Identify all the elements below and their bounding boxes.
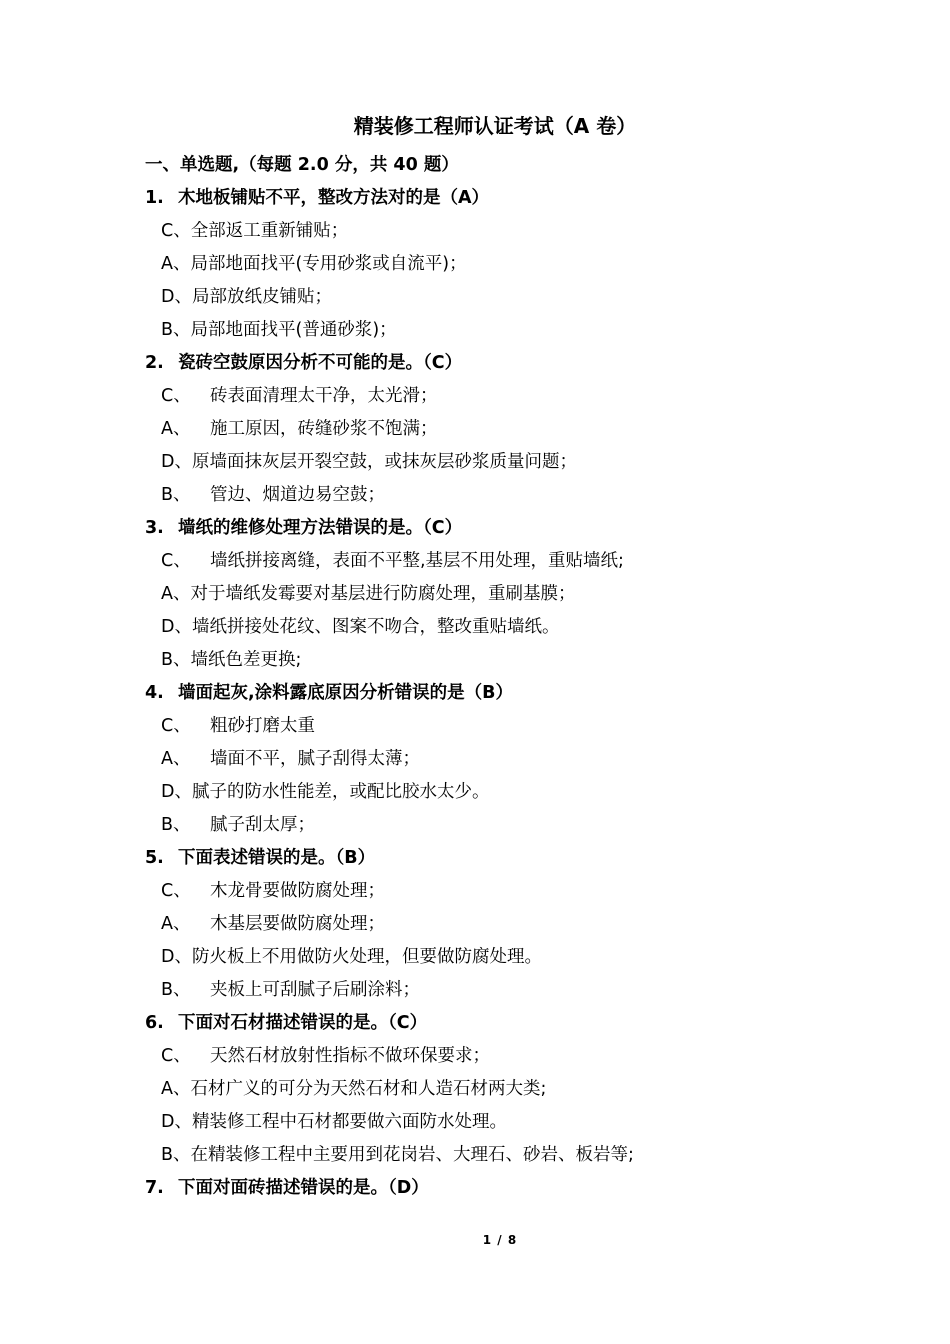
question-text: 下面对面砖描述错误的是。（D） [178,1178,429,1198]
option-item [145,248,865,281]
option-text: 施工原因，砖缝砂浆不饱满； [210,419,438,439]
question-number: 7. [145,1178,164,1198]
question-number: 4. [145,683,164,703]
question-5 [145,842,865,875]
option-item [145,743,865,776]
question-number: 1. [145,188,164,208]
exam-content [145,149,865,1205]
option-text: 局部地面找平(普通砂浆)； [190,320,397,340]
question-number: 6. [145,1013,164,1033]
option-label: D、 [161,287,192,307]
option-label: D、 [161,617,192,637]
question-6 [145,1007,865,1040]
option-label: A、 [161,419,191,439]
option-text: 木龙骨要做防腐处理； [210,881,385,901]
question-text: 瓷砖空鼓原因分析不可能的是。（C） [178,353,463,373]
option-label: C、 [161,386,191,406]
option-item [145,776,865,809]
option-item [145,908,865,941]
option-item [145,578,865,611]
option-label: D、 [161,947,192,967]
question-number: 2. [145,353,164,373]
option-text: 在精装修工程中主要用到花岗岩、大理石、砂岩、板岩等; [190,1145,634,1165]
option-item [145,281,865,314]
option-item [145,1106,865,1139]
option-item [145,941,865,974]
option-label: C、 [161,716,191,736]
question-text: 墙纸的维修处理方法错误的是。（C） [178,518,463,538]
option-item [145,479,865,512]
option-label: B、 [161,1145,191,1165]
option-text: 腻子的防水性能差，或配比胶水太少。 [191,782,490,802]
option-text: 局部放纸皮铺贴； [191,287,332,307]
option-text: 局部地面找平(专用砂浆或自流平)； [190,254,467,274]
option-item [145,380,865,413]
option-label: B、 [161,485,191,505]
question-text: 下面表述错误的是。（B） [178,848,376,868]
option-item [145,446,865,479]
page-number: 1 / 8 [482,1233,518,1247]
option-text: 墙纸拼接离缝，表面不平整,基层不用处理，重贴墙纸; [210,551,624,571]
option-text: 全部返工重新铺贴； [190,221,349,241]
option-label: A、 [161,914,191,934]
option-label: A、 [161,584,191,604]
exam-title: 精装修工程师认证考试（A 卷） [353,114,637,138]
option-item [145,1073,865,1106]
option-text: 腻子刮太厚； [210,815,315,835]
option-item [145,644,865,677]
option-label: B、 [161,815,191,835]
option-text: 防火板上不用做防火处理，但要做防腐处理。 [191,947,542,967]
question-number: 3. [145,518,164,538]
option-item [145,710,865,743]
option-label: B、 [161,320,191,340]
option-item [145,875,865,908]
option-text: 夹板上可刮腻子后刷涂料； [210,980,420,1000]
question-text: 木地板铺贴不平，整改方法对的是（A） [178,188,490,208]
option-text: 管边、烟道边易空鼓； [210,485,385,505]
option-label: A、 [161,254,191,274]
option-text: 对于墙纸发霉要对基层进行防腐处理，重刷基膜； [190,584,576,604]
option-item [145,314,865,347]
option-text: 砖表面清理太干净，太光滑； [210,386,438,406]
question-7 [145,1172,865,1205]
option-label: B、 [161,650,191,670]
option-item [145,611,865,644]
question-text: 下面对石材描述错误的是。（C） [178,1013,428,1033]
question-2 [145,347,865,380]
option-label: D、 [161,1112,192,1132]
option-label: C、 [161,551,191,571]
question-number: 5. [145,848,164,868]
option-label: C、 [161,1046,191,1066]
option-label: B、 [161,980,191,1000]
option-text: 粗砂打磨太重 [210,716,315,736]
option-item [145,1040,865,1073]
option-text: 墙面不平，腻子刮得太薄； [210,749,420,769]
option-label: A、 [161,1079,191,1099]
option-text: 墙纸色差更换; [190,650,302,670]
option-label: D、 [161,452,192,472]
option-label: A、 [161,749,191,769]
section-heading: 一、单选题,（每题 2.0 分，共 40 题） [145,155,459,175]
option-item [145,215,865,248]
question-text: 墙面起灰,涂料露底原因分析错误的是（B） [178,683,513,703]
option-item [145,413,865,446]
option-text: 天然石材放射性指标不做环保要求； [210,1046,490,1066]
option-text: 精装修工程中石材都要做六面防水处理。 [191,1112,507,1132]
option-item [145,974,865,1007]
option-item [145,1139,865,1172]
question-1 [145,182,865,215]
option-item [145,545,865,578]
question-4 [145,677,865,710]
option-text: 石材广义的可分为天然石材和人造石材两大类; [190,1079,547,1099]
question-3 [145,512,865,545]
option-text: 原墙面抹灰层开裂空鼓，或抹灰层砂浆质量问题； [191,452,577,472]
option-label: C、 [161,221,191,241]
option-label: C、 [161,881,191,901]
option-text: 墙纸拼接处花纹、图案不吻合，整改重贴墙纸。 [191,617,560,637]
option-label: D、 [161,782,192,802]
option-item [145,809,865,842]
option-text: 木基层要做防腐处理； [210,914,385,934]
